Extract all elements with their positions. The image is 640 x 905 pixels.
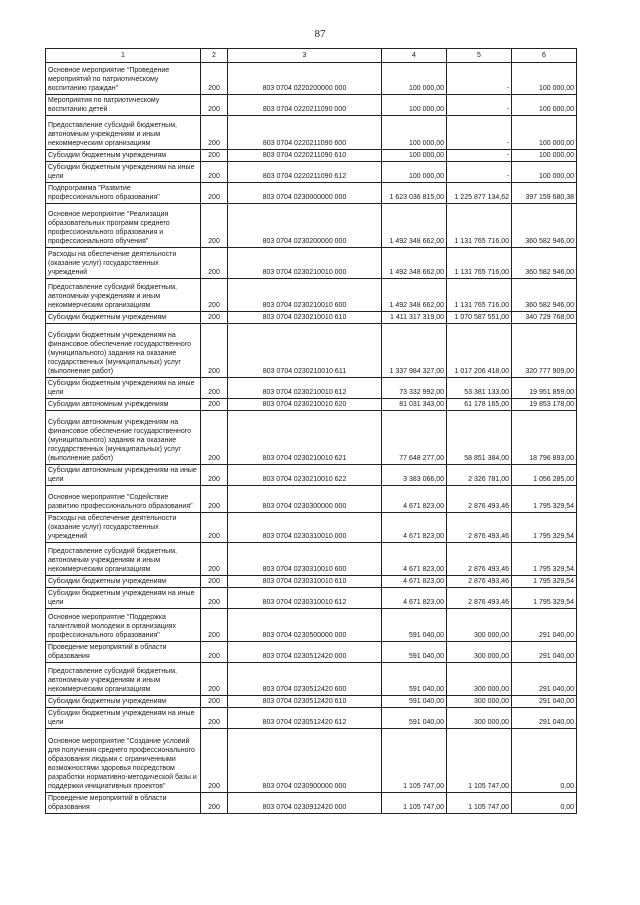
row-value-col5: 1 225 877 134,62: [447, 183, 512, 204]
row-value-col5: -: [447, 95, 512, 116]
table-row: [46, 663, 577, 696]
row-value-col6: 397 159 680,38: [512, 183, 577, 204]
row-value-col4: 1 492 348 662,00: [382, 279, 447, 312]
row-kbk-code: 200: [201, 279, 228, 312]
row-classification-code: 803 0704 0230310010 000: [228, 513, 382, 543]
row-classification-code: 803 0704 0230200000 000: [228, 204, 382, 248]
row-value-col4: 1 411 317 319,00: [382, 312, 447, 324]
row-value-col5: 53 381 133,00: [447, 378, 512, 399]
row-value-col6: 291 040,00: [512, 663, 577, 696]
row-name: Субсидии бюджетным учреждениям: [46, 576, 201, 588]
row-name: Подпрограмма "Развитие профессионального образования": [46, 183, 201, 204]
column-header: 3: [228, 49, 382, 63]
row-kbk-code: 200: [201, 324, 228, 378]
row-classification-code: 803 0704 0230210010 611: [228, 324, 382, 378]
row-value-col5: 300 000,00: [447, 642, 512, 663]
row-value-col6: 100 000,00: [512, 150, 577, 162]
row-value-col5: 300 000,00: [447, 696, 512, 708]
budget-table: [45, 48, 577, 814]
row-name: Основное мероприятие "Содействие развитию профессионального образования": [46, 486, 201, 513]
row-classification-code: 803 0704 0230512420 600: [228, 663, 382, 696]
row-value-col6: 100 000,00: [512, 162, 577, 183]
row-value-col4: 591 040,00: [382, 696, 447, 708]
row-value-col4: 4 671 823,00: [382, 513, 447, 543]
row-kbk-code: 200: [201, 204, 228, 248]
row-value-col5: 58 851 384,00: [447, 411, 512, 465]
row-name: Субсидии автономным учреждениям: [46, 399, 201, 411]
row-value-col6: 340 729 768,00: [512, 312, 577, 324]
table-row: [46, 116, 577, 150]
row-value-col4: 591 040,00: [382, 609, 447, 642]
row-value-col4: 1 105 747,00: [382, 729, 447, 793]
row-value-col4: 77 648 277,00: [382, 411, 447, 465]
row-value-col5: 61 178 165,00: [447, 399, 512, 411]
row-kbk-code: 200: [201, 63, 228, 95]
row-value-col6: 100 000,00: [512, 95, 577, 116]
row-value-col5: 1 131 765 716,00: [447, 279, 512, 312]
row-name: Расходы на обеспечение деятельности (оказание услуг) государственных учреждений: [46, 248, 201, 279]
row-classification-code: 803 0704 0230210010 610: [228, 312, 382, 324]
row-classification-code: 803 0704 0230900000 000: [228, 729, 382, 793]
row-classification-code: 803 0704 0220211090 600: [228, 116, 382, 150]
row-value-col6: 19 951 859,00: [512, 378, 577, 399]
row-value-col5: 1 131 765 716,00: [447, 248, 512, 279]
table-row: [46, 312, 577, 324]
row-name: Субсидии бюджетным учреждениям на иные цели: [46, 162, 201, 183]
row-kbk-code: 200: [201, 183, 228, 204]
row-value-col6: 0,00: [512, 793, 577, 814]
row-value-col5: 1 017 206 418,00: [447, 324, 512, 378]
row-value-col6: 1 795 329,54: [512, 543, 577, 576]
row-name: Предоставление субсидий бюджетным, автономным учреждениям и иным некоммерческим организациям: [46, 279, 201, 312]
row-name: Предоставление субсидий бюджетным, автономным учреждениям и иным некоммерческим организациям: [46, 543, 201, 576]
row-classification-code: 803 0704 0230310010 610: [228, 576, 382, 588]
row-classification-code: 803 0704 0230000000 000: [228, 183, 382, 204]
row-classification-code: 803 0704 0230210010 000: [228, 248, 382, 279]
row-kbk-code: 200: [201, 150, 228, 162]
row-value-col4: 591 040,00: [382, 663, 447, 696]
row-name: Основное мероприятие "Поддержка талантливой молодежи в организациях профессионального образования": [46, 609, 201, 642]
row-value-col6: 100 000,00: [512, 116, 577, 150]
row-value-col4: 4 671 823,00: [382, 588, 447, 609]
row-value-col6: 1 795 329,54: [512, 588, 577, 609]
table-row: [46, 696, 577, 708]
row-kbk-code: 200: [201, 399, 228, 411]
row-value-col6: 19 853 178,00: [512, 399, 577, 411]
column-header: 2: [201, 49, 228, 63]
row-name: Субсидии бюджетным учреждениям на финансовое обеспечение государственного (муниципального) задания на оказание государственных (муниципальных) услуг (выполнение работ): [46, 324, 201, 378]
row-value-col6: 360 582 946,00: [512, 248, 577, 279]
row-value-col6: 320 777 909,00: [512, 324, 577, 378]
row-value-col6: 291 040,00: [512, 708, 577, 729]
row-value-col5: 1 070 587 551,00: [447, 312, 512, 324]
row-value-col4: 100 000,00: [382, 95, 447, 116]
row-value-col5: 300 000,00: [447, 609, 512, 642]
table-row: [46, 588, 577, 609]
table-row: [46, 399, 577, 411]
row-value-col6: 1 056 285,00: [512, 465, 577, 486]
row-value-col5: 300 000,00: [447, 663, 512, 696]
table-row: [46, 279, 577, 312]
row-value-col4: 100 000,00: [382, 150, 447, 162]
row-name: Проведение мероприятий в области образования: [46, 793, 201, 814]
table-row: [46, 576, 577, 588]
row-name: Субсидии бюджетным учреждениям на иные цели: [46, 378, 201, 399]
row-value-col4: 81 031 343,00: [382, 399, 447, 411]
row-value-col6: 18 796 893,00: [512, 411, 577, 465]
row-value-col6: 100 000,00: [512, 63, 577, 95]
row-name: Проведение мероприятий в области образования: [46, 642, 201, 663]
table-row: [46, 543, 577, 576]
row-value-col4: 1 623 036 815,00: [382, 183, 447, 204]
row-value-col4: 4 671 823,00: [382, 576, 447, 588]
table-row: [46, 324, 577, 378]
row-classification-code: 803 0704 0230300000 000: [228, 486, 382, 513]
row-value-col6: 1 795 329,54: [512, 513, 577, 543]
row-value-col5: 2 876 493,46: [447, 486, 512, 513]
row-value-col6: 291 040,00: [512, 642, 577, 663]
row-value-col5: 1 105 747,00: [447, 729, 512, 793]
row-name: Субсидии бюджетным учреждениям: [46, 150, 201, 162]
row-value-col5: -: [447, 116, 512, 150]
row-name: Субсидии бюджетным учреждениям на иные цели: [46, 588, 201, 609]
row-value-col6: 360 582 946,00: [512, 279, 577, 312]
table-row: [46, 248, 577, 279]
row-value-col4: 591 040,00: [382, 642, 447, 663]
row-value-col5: 2 326 781,00: [447, 465, 512, 486]
row-classification-code: 803 0704 0230512420 610: [228, 696, 382, 708]
row-value-col4: 1 337 984 327,00: [382, 324, 447, 378]
row-value-col5: 2 876 493,46: [447, 588, 512, 609]
row-classification-code: 803 0704 0230500000 000: [228, 609, 382, 642]
row-value-col4: 1 492 348 662,00: [382, 248, 447, 279]
table-row: [46, 378, 577, 399]
row-name: Основное мероприятие "Реализация образовательных программ среднего профессионального образования и профессионального обучения": [46, 204, 201, 248]
row-kbk-code: 200: [201, 116, 228, 150]
row-name: Предоставление субсидий бюджетным, автономным учреждениям и иным некоммерческим организациям: [46, 116, 201, 150]
table-row: [46, 63, 577, 95]
row-classification-code: 803 0704 0230210010 600: [228, 279, 382, 312]
row-classification-code: 803 0704 0230512420 000: [228, 642, 382, 663]
row-classification-code: 803 0704 0230210010 612: [228, 378, 382, 399]
row-classification-code: 803 0704 0230310010 600: [228, 543, 382, 576]
row-value-col4: 4 671 823,00: [382, 543, 447, 576]
row-value-col5: 2 876 493,46: [447, 576, 512, 588]
row-kbk-code: 200: [201, 411, 228, 465]
row-value-col6: 291 040,00: [512, 696, 577, 708]
row-name: Основное мероприятие "Проведение мероприятий по патриотическому воспитанию граждан": [46, 63, 201, 95]
row-kbk-code: 200: [201, 486, 228, 513]
row-value-col4: 100 000,00: [382, 162, 447, 183]
table-row: [46, 642, 577, 663]
row-kbk-code: 200: [201, 312, 228, 324]
row-name: Предоставление субсидий бюджетным, автономным учреждениям и иным некоммерческим организациям: [46, 663, 201, 696]
row-name: Субсидии автономным учреждениям на иные цели: [46, 465, 201, 486]
table-row: [46, 411, 577, 465]
table-row: [46, 708, 577, 729]
table-row: [46, 465, 577, 486]
row-classification-code: 803 0704 0230210010 621: [228, 411, 382, 465]
column-header: 4: [382, 49, 447, 63]
row-classification-code: 803 0704 0230912420 000: [228, 793, 382, 814]
row-kbk-code: 200: [201, 729, 228, 793]
table-row: [46, 609, 577, 642]
row-value-col4: 73 332 992,00: [382, 378, 447, 399]
row-value-col5: 1 105 747,00: [447, 793, 512, 814]
row-value-col5: 2 876 493,46: [447, 543, 512, 576]
row-classification-code: 803 0704 0220211090 612: [228, 162, 382, 183]
row-kbk-code: 200: [201, 465, 228, 486]
row-name: Субсидии автономным учреждениям на финансовое обеспечение государственного (муниципального) задания на оказание государственных (муниципальных) услуг (выполнение работ): [46, 411, 201, 465]
row-kbk-code: 200: [201, 248, 228, 279]
table-header-row: [46, 49, 577, 63]
column-header: 6: [512, 49, 577, 63]
row-value-col5: -: [447, 162, 512, 183]
row-name: Расходы на обеспечение деятельности (оказание услуг) государственных учреждений: [46, 513, 201, 543]
row-name: Субсидии бюджетным учреждениям: [46, 696, 201, 708]
table-row: [46, 204, 577, 248]
row-value-col4: 1 492 348 662,00: [382, 204, 447, 248]
row-name: Мероприятия по патриотическому воспитанию детей: [46, 95, 201, 116]
row-kbk-code: 200: [201, 696, 228, 708]
row-name: Основное мероприятие "Создание условий для получения среднего профессионального образования людьми с ограниченными возможностями здоровья посредством разработки нормативно-методической базы и поддержки инициативных проектов": [46, 729, 201, 793]
row-value-col6: 291 040,00: [512, 609, 577, 642]
table-row: [46, 183, 577, 204]
row-classification-code: 803 0704 0230512420 612: [228, 708, 382, 729]
row-kbk-code: 200: [201, 378, 228, 399]
row-kbk-code: 200: [201, 609, 228, 642]
row-name: Субсидии бюджетным учреждениям на иные цели: [46, 708, 201, 729]
row-value-col6: 1 795 329,54: [512, 486, 577, 513]
row-value-col5: -: [447, 63, 512, 95]
table-body: [46, 63, 577, 814]
row-classification-code: 803 0704 0230210010 622: [228, 465, 382, 486]
row-kbk-code: 200: [201, 543, 228, 576]
table-row: [46, 729, 577, 793]
column-header: 1: [46, 49, 201, 63]
row-name: Субсидии бюджетным учреждениям: [46, 312, 201, 324]
row-kbk-code: 200: [201, 576, 228, 588]
row-value-col5: 1 131 765 716,00: [447, 204, 512, 248]
row-value-col4: 591 040,00: [382, 708, 447, 729]
row-value-col5: 2 876 493,46: [447, 513, 512, 543]
row-kbk-code: 200: [201, 162, 228, 183]
column-header: 5: [447, 49, 512, 63]
row-kbk-code: 200: [201, 513, 228, 543]
row-classification-code: 803 0704 0220211090 610: [228, 150, 382, 162]
row-value-col6: 0,00: [512, 729, 577, 793]
row-value-col5: 300 000,00: [447, 708, 512, 729]
row-kbk-code: 200: [201, 708, 228, 729]
row-value-col4: 4 671 823,00: [382, 486, 447, 513]
row-value-col6: 360 582 946,00: [512, 204, 577, 248]
table-row: [46, 162, 577, 183]
row-value-col6: 1 795 329,54: [512, 576, 577, 588]
table-row: [46, 95, 577, 116]
row-value-col4: 3 383 066,00: [382, 465, 447, 486]
row-kbk-code: 200: [201, 793, 228, 814]
row-value-col4: 100 000,00: [382, 116, 447, 150]
table-row: [46, 793, 577, 814]
row-classification-code: 803 0704 0230210010 620: [228, 399, 382, 411]
table-row: [46, 513, 577, 543]
row-kbk-code: 200: [201, 95, 228, 116]
row-value-col4: 100 000,00: [382, 63, 447, 95]
row-classification-code: 803 0704 0230310010 612: [228, 588, 382, 609]
row-kbk-code: 200: [201, 588, 228, 609]
row-classification-code: 803 0704 0220211090 000: [228, 95, 382, 116]
table-row: [46, 486, 577, 513]
page-number: 87: [314, 28, 326, 40]
row-classification-code: 803 0704 0220200000 000: [228, 63, 382, 95]
row-value-col5: -: [447, 150, 512, 162]
row-kbk-code: 200: [201, 642, 228, 663]
row-kbk-code: 200: [201, 663, 228, 696]
row-value-col4: 1 105 747,00: [382, 793, 447, 814]
table-row: [46, 150, 577, 162]
